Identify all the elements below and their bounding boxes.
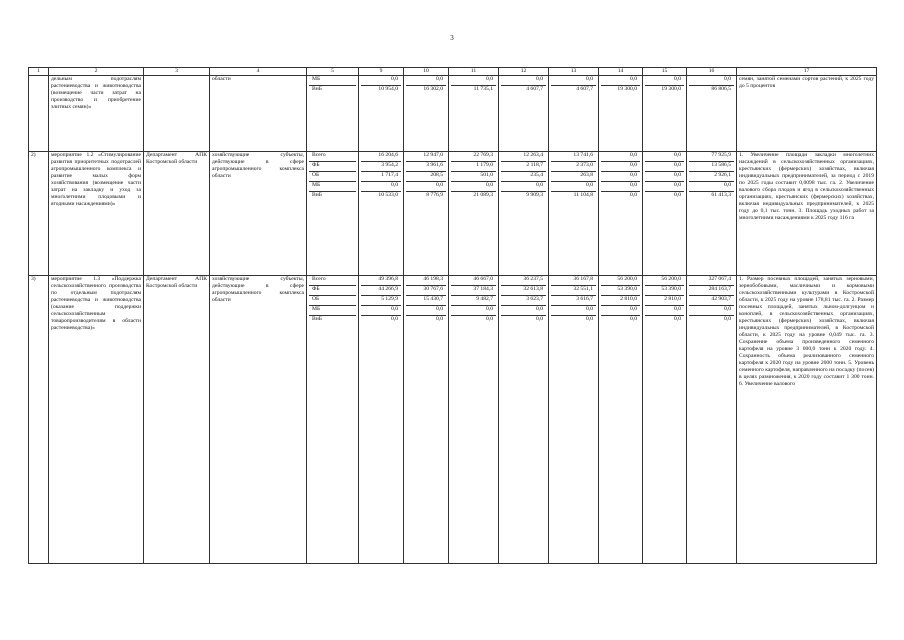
funding-source-label: ОБ: [309, 172, 356, 182]
funding-value: 46 667,0: [451, 276, 496, 286]
header-cell: 10: [404, 68, 449, 76]
participants: хозяйствующие субъекты, действующие в сфере агропромышленного комплекса области: [210, 276, 307, 564]
funding-value: 0,0: [551, 76, 596, 86]
funding-values-col: [687, 276, 737, 564]
funding-values-col: [643, 276, 687, 564]
funding-values-col: [687, 76, 737, 152]
funding-sources: [307, 276, 359, 564]
funding-value: 32 613,8: [501, 286, 546, 296]
funding-value: 19 300,0: [617, 86, 637, 92]
funding-value: 16 204,6: [361, 152, 401, 162]
funding-value: 0,0: [501, 182, 546, 192]
funding-source-label: ВнБ: [312, 86, 322, 92]
funding-value: 10 533,0: [378, 192, 398, 198]
header-cell: 9: [359, 68, 404, 76]
funding-values-col: [404, 152, 449, 276]
funding-value: 37 184,3: [451, 286, 496, 296]
funding-source-label: ВнБ: [312, 316, 322, 322]
funding-value: 22 769,3: [451, 152, 496, 162]
funding-value: 0,0: [601, 182, 640, 192]
table-row: [29, 76, 877, 152]
funding-values-col: [404, 276, 449, 564]
funding-values-col: [599, 152, 643, 276]
funding-value: 49 396,8: [361, 276, 401, 286]
funding-values-col: [449, 276, 499, 564]
funding-value: 32 551,1: [551, 286, 596, 296]
funding-sources: [307, 152, 359, 276]
funding-value: 9 482,7: [451, 296, 496, 306]
funding-value: 0,0: [601, 306, 640, 316]
funding-value: 21 089,3: [473, 192, 493, 198]
funding-value: 0,0: [406, 306, 446, 316]
funding-value: 10 954,0: [378, 86, 398, 92]
funding-value: 3 623,7: [501, 296, 546, 306]
funding-value: 0,0: [361, 76, 401, 86]
funding-source-label: ФБ: [309, 162, 356, 172]
responsible-executor: Департамент АПК Костромской области: [144, 152, 210, 276]
funding-value: 0,0: [645, 152, 684, 162]
funding-value: 16 302,0: [423, 86, 443, 92]
funding-value: 56 200,0: [645, 276, 684, 286]
funding-value: 0,0: [536, 316, 543, 322]
funding-value: 0,0: [630, 316, 637, 322]
funding-source-label: МБ: [309, 182, 356, 192]
funding-value: 0,0: [724, 316, 731, 322]
funding-value: 36 237,5: [501, 276, 546, 286]
funding-value: 0,0: [501, 76, 546, 86]
funding-value: 0,0: [630, 192, 637, 198]
measure-name: мероприятие 1.3 «Поддержка сельскохозяйственного производства по отдельным подотраслям растениеводства и животноводства (оказание поддержки сельскохозяйственным товаропроизводителям в области растениеводства)»: [49, 276, 144, 564]
header-row: [29, 68, 877, 76]
expected-results: семян, занятой семенами сортов растений, к 2025 году до 5 процентов: [737, 76, 877, 152]
funding-value: 30 767,6: [406, 286, 446, 296]
funding-value: 5 129,9: [361, 296, 401, 306]
funding-value: 0,0: [486, 316, 493, 322]
funding-value: 15 430,7: [406, 296, 446, 306]
funding-values-col: [549, 152, 599, 276]
funding-values-col: [499, 76, 549, 152]
funding-value: 9 909,3: [526, 192, 543, 198]
funding-values-col: [643, 152, 687, 276]
header-cell: 4: [210, 68, 307, 76]
funding-value: 2 373,0: [551, 162, 596, 172]
header-cell: 13: [549, 68, 599, 76]
funding-source-label: МБ: [309, 306, 356, 316]
funding-value: 263,8: [551, 172, 596, 182]
funding-value: 2 926,1: [689, 172, 734, 182]
funding-value: 1 717,4: [361, 172, 401, 182]
funding-source-label: Всего: [309, 276, 356, 286]
header-cell: 16: [687, 68, 737, 76]
funding-value: 0,0: [551, 306, 596, 316]
funding-value: 0,0: [645, 306, 684, 316]
page-number: 3: [450, 34, 454, 42]
funding-source-label: ОБ: [309, 296, 356, 306]
measure-name: дельным подотраслям растениеводства и животноводства (возмещение части затрат на производство и приобретение элитных семян)»: [49, 76, 144, 152]
funding-value: 13 741,6: [551, 152, 596, 162]
responsible-executor: Департамент АПК Костромской области: [144, 276, 210, 564]
funding-value: 77 925,9: [689, 152, 734, 162]
funding-value: 3 616,7: [551, 296, 596, 306]
row-number: 3): [29, 276, 49, 564]
funding-value: 4 607,7: [576, 86, 593, 92]
funding-values-col: [599, 276, 643, 564]
header-cell: 12: [499, 68, 549, 76]
header-cell: 2: [49, 68, 144, 76]
funding-value: 0,0: [361, 306, 401, 316]
participants: области: [210, 76, 307, 152]
funding-values-col: [499, 152, 549, 276]
funding-value: 11 104,8: [573, 192, 593, 198]
funding-value: 12 263,4: [501, 152, 546, 162]
funding-value: 0,0: [586, 316, 593, 322]
funding-value: 0,0: [406, 76, 446, 86]
funding-values-col: [449, 76, 499, 152]
funding-values-col: [359, 276, 404, 564]
funding-value: 501,0: [451, 172, 496, 182]
funding-values-col: [404, 76, 449, 152]
funding-value: 3 961,6: [406, 162, 446, 172]
funding-values-col: [687, 152, 737, 276]
funding-value: 0,0: [551, 182, 596, 192]
funding-values-col: [499, 276, 549, 564]
funding-value: 61 413,3: [711, 192, 731, 198]
row-number: [29, 76, 49, 152]
measure-name: мероприятие 1.2 «Стимулирование развития приоритетных подотраслей агропромышленного комплекса и развитие малых форм хозяйствования (возмещение части затрат на закладку и уход за многолетними плодовыми и ягодными насаждениями)»: [49, 152, 144, 276]
funding-value: 0,0: [451, 182, 496, 192]
funding-value: 44 266,9: [361, 286, 401, 296]
responsible-executor: [144, 76, 210, 152]
funding-sources: [307, 76, 359, 152]
header-cell: 1: [29, 68, 49, 76]
funding-value: 0,0: [391, 316, 398, 322]
funding-value: 0,0: [406, 182, 446, 192]
funding-value: 0,0: [645, 172, 684, 182]
funding-value: 284 163,7: [689, 286, 734, 296]
funding-value: 53 390,0: [601, 286, 640, 296]
funding-values-col: [599, 76, 643, 152]
funding-value: 12 947,0: [406, 152, 446, 162]
funding-values-col: [449, 152, 499, 276]
funding-values-col: [643, 76, 687, 152]
program-table: [28, 67, 877, 564]
funding-value: 56 200,0: [601, 276, 640, 286]
funding-source-label: Всего: [309, 152, 356, 162]
expected-results: 1. Размер посевных площадей, занятых зерновыми, зернобобовыми, масличными и кормовыми сельскохозяйственными культурами в Костромской области, к 2025 году на уровне 178,81 тыс. га. 2. Размер посевных площадей, занятых льном-долгунцом и коноплей, в сельскохозяйственных организациях, крестьянских (фермерских) хозяйствах, включая индивидуальных предпринимателей, в Костромской области, к 2025 году на уровне 0,049 тыс. га. 3. Сохранение объема произведенного семенного картофеля на уровне 3 000,0 тонн к 2020 году. 4. Сохранность объема реализованного семенного картофеля к 2020 году на уровне 2000 тонн. 5. Уровень семенного картофеля, направленного на посадку (посев) в целях размножения, к 2020 году составит 1 300 тонн. 6. Увеличение валового: [737, 276, 877, 564]
header-cell: 14: [599, 68, 643, 76]
funding-value: 0,0: [501, 306, 546, 316]
funding-value: 0,0: [689, 182, 734, 192]
funding-value: 2 810,0: [645, 296, 684, 306]
table-row: [29, 152, 877, 276]
funding-value: 0,0: [601, 162, 640, 172]
funding-value: 0,0: [601, 76, 640, 86]
funding-value: 0,0: [436, 316, 443, 322]
funding-value: 11 735,1: [473, 86, 493, 92]
funding-value: 13 586,5: [689, 162, 734, 172]
funding-value: 0,0: [601, 172, 640, 182]
funding-value: 0,0: [451, 76, 496, 86]
row-number: 2): [29, 152, 49, 276]
funding-values-col: [549, 76, 599, 152]
funding-value: 0,0: [674, 316, 681, 322]
funding-value: 36 167,8: [551, 276, 596, 286]
funding-value: 0,0: [451, 306, 496, 316]
funding-value: 208,5: [406, 172, 446, 182]
funding-value: 0,0: [645, 76, 684, 86]
funding-source-label: ВнБ: [312, 192, 322, 198]
funding-value: 3 954,2: [361, 162, 401, 172]
funding-value: 327 067,4: [689, 276, 734, 286]
funding-values-col: [359, 152, 404, 276]
funding-source-label: МБ: [309, 76, 356, 86]
header-cell: 11: [449, 68, 499, 76]
funding-value: 0,0: [674, 192, 681, 198]
header-cell: 5: [307, 68, 359, 76]
funding-value: 4 607,7: [526, 86, 543, 92]
funding-value: 19 300,0: [661, 86, 681, 92]
header-cell: 3: [144, 68, 210, 76]
header-cell: 17: [737, 68, 877, 76]
funding-value: 8 776,9: [426, 192, 443, 198]
funding-value: 2 810,0: [601, 296, 640, 306]
funding-value: 86 806,5: [711, 86, 731, 92]
funding-values-col: [549, 276, 599, 564]
funding-value: 0,0: [601, 152, 640, 162]
funding-value: 0,0: [689, 306, 734, 316]
expected-results: 1. Увеличение площади закладки многолетних насаждений в сельскохозяйственных организациях, крестьянских (фермерских) хозяйствах, включая индивидуальных предпринимателей, за период с 2019 по 2025 годы составит 0,0098 тыс. га. 2. Увеличение валового сбора плодов и ягод в сельскохозяйственных организациях, крестьянских (фермерских) хозяйствах, включая индивидуальных предпринимателей, к 2025 году до 0,1 тыс. тонн. 3. Площадь уходных работ за многолетними насаждениями к 2025 году 116 га: [737, 152, 877, 276]
funding-values-col: [359, 76, 404, 152]
funding-value: 2 118,7: [501, 162, 546, 172]
funding-value: 46 198,3: [406, 276, 446, 286]
funding-value: 0,0: [645, 162, 684, 172]
funding-value: 1 179,0: [451, 162, 496, 172]
table-row: [29, 276, 877, 564]
funding-source-label: ФБ: [309, 286, 356, 296]
funding-value: 235,4: [501, 172, 546, 182]
funding-value: 42 903,7: [689, 296, 734, 306]
funding-value: 53 390,0: [645, 286, 684, 296]
funding-value: 0,0: [689, 76, 734, 86]
participants: хозяйствующие субъекты, действующие в сфере агропромышленного комплекса области: [210, 152, 307, 276]
funding-value: 0,0: [361, 182, 401, 192]
funding-value: 0,0: [645, 182, 684, 192]
header-cell: 15: [643, 68, 687, 76]
